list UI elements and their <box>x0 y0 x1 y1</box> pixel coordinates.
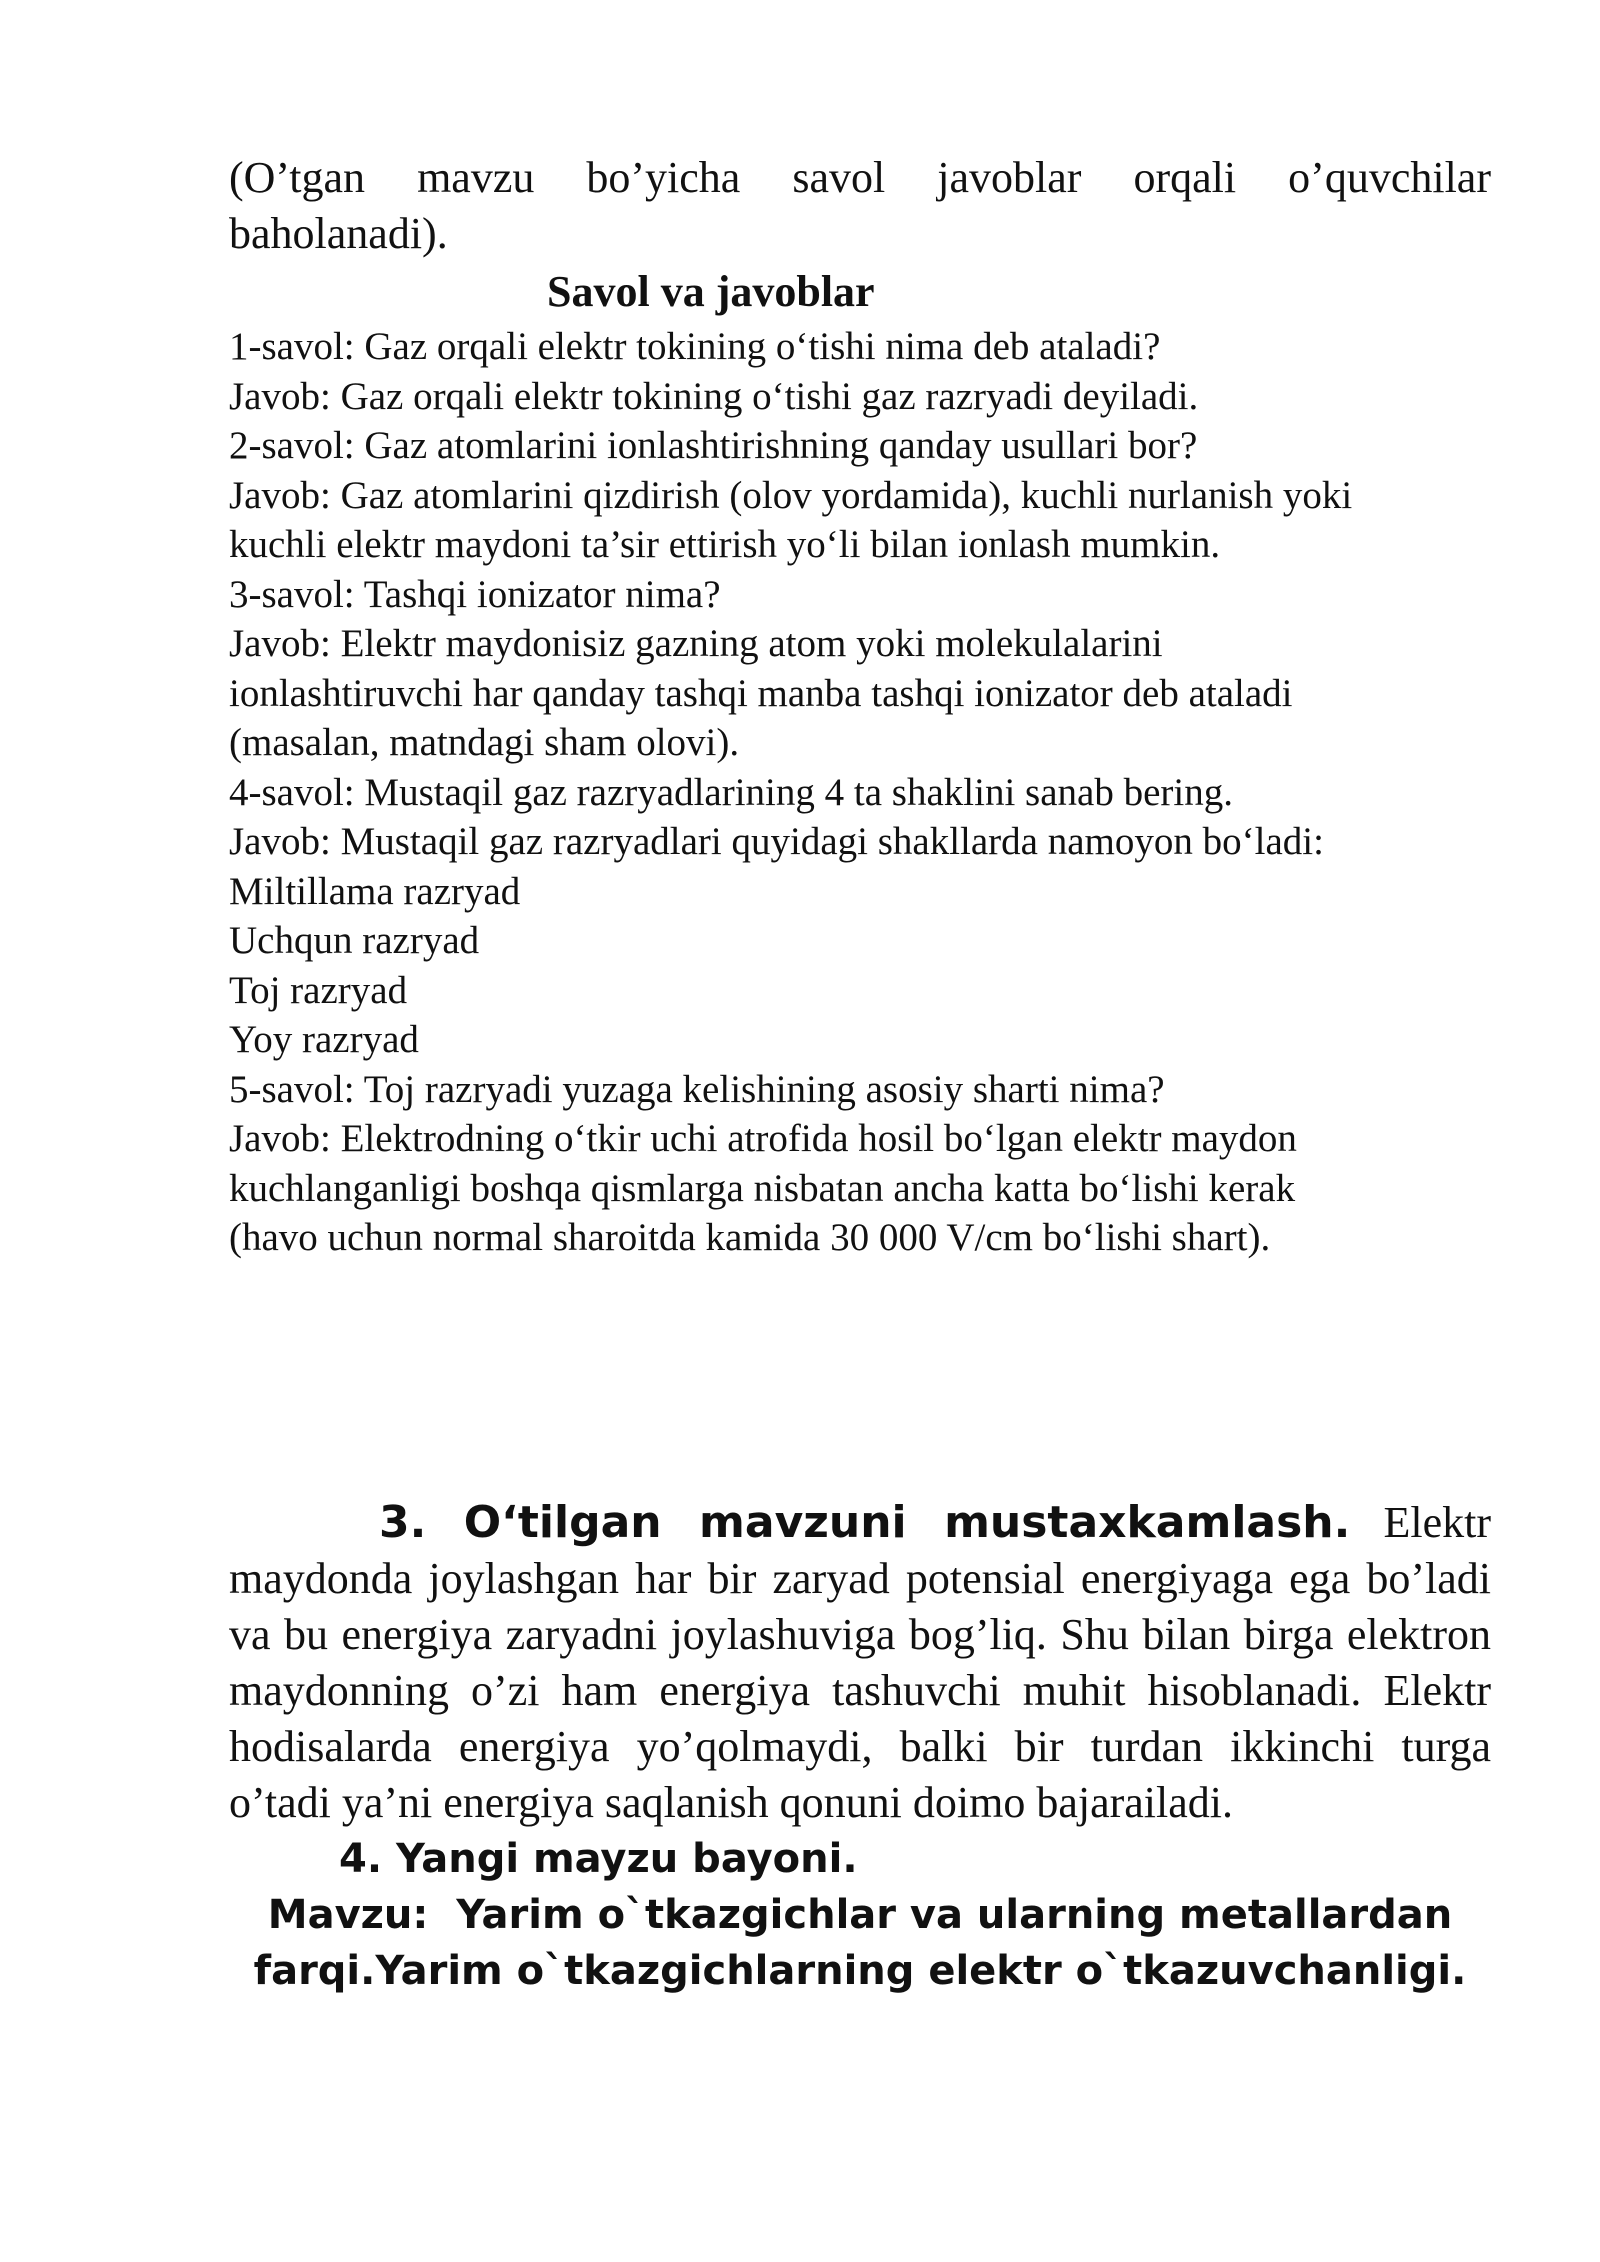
qa-title: Savol va javoblar <box>547 267 875 316</box>
blank-gap <box>229 1263 1491 1495</box>
qa-line: 2-savol: Gaz atomlarini ionlashtirishning qanday usullari bor? <box>229 424 1198 467</box>
intro-paragraph: (O’tgan mavzu bo’yicha savol javoblar orqali o’quvchilar baholanadi). <box>229 153 1491 258</box>
qa-line: Javob: Gaz orqali elektr tokining o‘tishi gaz razryadi deyiladi. <box>229 374 1199 418</box>
section-3-text: Elektr maydonda joylashgan har bir zaryad potensial energiyaga ega bo’ladi va bu energiya zaryadni joylashuviga bog’liq. Shu bilan birga elektron maydonning o’zi ham energiya tashuvchi muhit hisoblanadi. Elektr hodisalarda energiya yo’qolmaydi, balki bir turdan ikkinchi turga o’tadi ya’ni energiya saqlanish qonuni doimo bajarailadi. <box>229 1497 1491 1827</box>
qa-line: Miltillama razryad <box>229 869 521 913</box>
qa-line: kuchli elektr maydoni ta’sir ettirish yo‘li bilan ionlash mumkin. <box>229 523 1221 566</box>
section-3-heading: 3. O‘tilgan mavzuni mustaxkamlash. <box>379 1496 1351 1548</box>
topic-line-1: Mavzu: Yarim o`tkazgichlar va ularning metallardan <box>267 1891 1453 1938</box>
qa-line: 5-savol: Toj razryadi yuzaga kelishining asosiy sharti nima? <box>229 1067 1165 1111</box>
qa-line: Javob: Elektr maydonisiz gazning atom yoki molekulalarini <box>229 622 1163 665</box>
qa-line: ionlashtiruvchi har qanday tashqi manba tashqi ionizator deb ataladi <box>229 671 1293 715</box>
topic-block <box>229 1887 1491 1999</box>
qa-line: 1-savol: Gaz orqali elektr tokining o‘tishi nima deb ataladi? <box>229 325 1161 368</box>
qa-list <box>229 322 1491 1263</box>
qa-line: 4-savol: Mustaqil gaz razryadlarining 4 ta shaklini sanab bering. <box>229 770 1233 814</box>
qa-line: Yoy razryad <box>229 1018 419 1061</box>
qa-line: Javob: Elektrodning o‘tkir uchi atrofida hosil bo‘lgan elektr maydon <box>229 1117 1297 1160</box>
qa-line: Uchqun razryad <box>229 919 480 962</box>
qa-line: kuchlanganligi boshqa qismlarga nisbatan ancha katta bo‘lishi kerak <box>229 1166 1296 1210</box>
section-3-paragraph <box>229 1495 1491 1831</box>
qa-line: Javob: Mustaqil gaz razryadlari quyidagi shakllarda namoyon bo‘ladi: <box>229 820 1324 863</box>
document-page <box>229 150 1491 1999</box>
qa-line: (masalan, matndagi sham olovi). <box>229 721 740 764</box>
topic-line-2: farqi.Yarim o`tkazgichlarning elektr o`tkazuvchanligi. <box>253 1947 1467 1994</box>
qa-line: Toj razryad <box>229 968 408 1012</box>
qa-line: Javob: Gaz atomlarini qizdirish (olov yordamida), kuchli nurlanish yoki <box>229 473 1353 517</box>
qa-line: 3-savol: Tashqi ionizator nima? <box>229 572 721 616</box>
qa-line: (havo uchun normal sharoitda kamida 30 000 V/cm bo‘lishi shart). <box>229 1216 1271 1259</box>
section-4-heading: 4. Yangi mayzu bayoni. <box>339 1835 858 1882</box>
